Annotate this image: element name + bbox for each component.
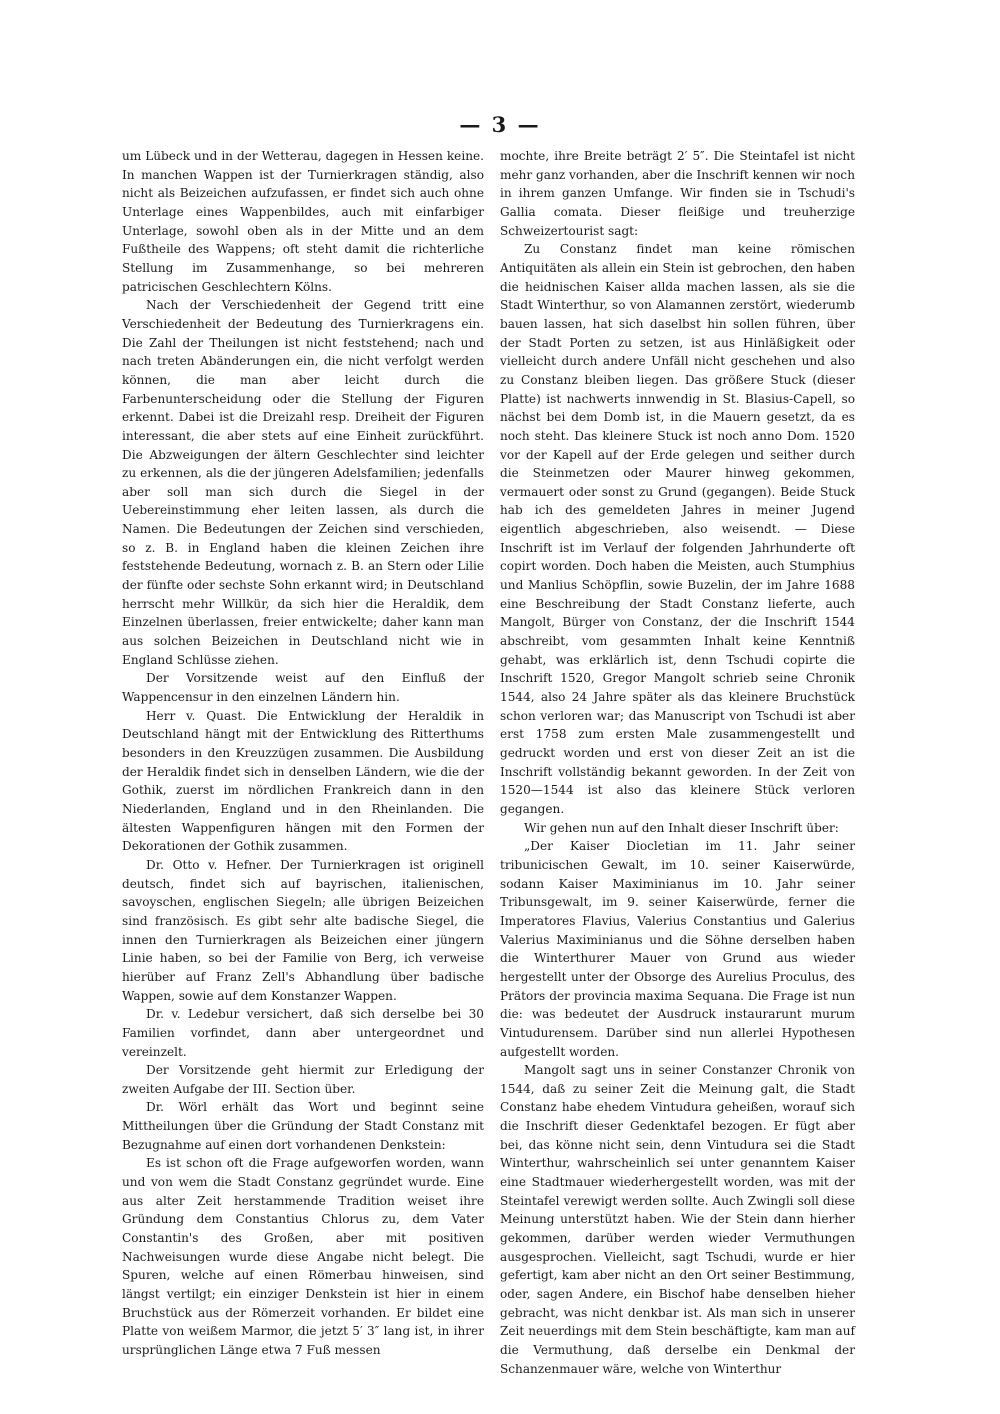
paragraph: Mangolt sagt uns in seiner Constanzer Chronik von 1544, daß zu seiner Zeit die Meinung galt, die Stadt Constanz habe ehedem Vintudura geheißen, worauf sich die Inschrift dieser Gedenktafel bezogen. Er fügt aber bei, das könne nicht sein, denn Vintudura sei die Stadt Winterthur, wahrscheinlich sei unter genanntem Kaiser eine Stadtmauer wiederhergestellt worden, was mit der Steintafel verewigt werden sollte. Auch Zwingli soll diese Meinung unterstützt haben. Wie der Stein dann hierher gekommen, darüber werden wieder Vermuthungen ausgesprochen. Vielleicht, sagt Tschudi, wurde er hier gefertigt, kam aber nicht an den Ort seiner Bestimmung, oder, sagen Andere, ein Bischof habe denselben hieher gebracht, was nicht denkbar ist. Als man sich in unserer Zeit neuerdings mit dem Stein beschäftigte, kam man auf die Vermuthung, daß derselbe ein Denkmal der Schanzenmauer wäre, welche von Winterthur (500, 1063, 855, 1376)
paragraph: Dr. v. Ledebur versichert, daß sich derselbe bei 30 Familien vorfindet, dann aber untergeordnet und vereinzelt. (122, 1007, 484, 1059)
paragraph: Nach der Verschiedenheit der Gegend tritt eine Verschiedenheit der Bedeutung des Turnierkragens ein. Die Zahl der Theilungen ist nicht feststehend; nach und nach treten Abänderungen ein, die nicht verfolgt werden können, die man aber leicht durch die Farbenunterscheidung oder die Stellung der Figuren erkennt. Dabei ist die Dreizahl resp. Dreiheit der Figuren interessant, die aber stets auf eine Einheit zurückführt. Die Abzweigungen der ältern Geschlechter sind leichter zu erkennen, als die der jüngeren Adelsfamilien; jedenfalls aber soll man sich durch die Siegel in der Uebereinstimmung eher leiten lassen, als durch die Namen. Die Bedeutungen der Zeichen sind verschieden, so z. B. in England haben die kleinen Zeichen ihre feststehende Bedeutung, wornach z. B. an Stern oder Lilie der fünfte oder sechste Sohn erkannt wird; in Deutschland herrscht mehr Willkür, da sich hier die Heraldik, dem Einzelnen überlassen, freier entwickelte; daher kann man aus solchen Beizeichen in Deutschland nicht wie in England Schlüsse ziehen. (122, 298, 484, 667)
paragraph: Dr. Wörl erhält das Wort und beginnt seine Mittheilungen über die Gründung der Stadt Constanz mit Bezugnahme auf einen dort vorhandenen Denkstein: (122, 1100, 484, 1152)
paragraph: mochte, ihre Breite beträgt 2′ 5″. Die Steintafel ist nicht mehr ganz vorhanden, aber die Inschrift kennen wir noch in ihrem ganzen Umfange. Wir finden sie in Tschudi's Gallia comata. Dieser fleißige und treuherzige Schweizertourist sagt: (500, 149, 855, 238)
paragraph: Dr. Otto v. Hefner. Der Turnierkragen ist originell deutsch, findet sich auf bayrischen, italienischen, savoyschen, englischen Siegeln; alle übrigen Beizeichen sind französisch. Es gibt sehr alte badische Siegel, die innen den Turnierkragen als Beizeichen einer jüngern Linie haben, so bei der Familie von Berg, ich verweise hierüber auf Franz Zell's Abhandlung über badische Wappen, sowie auf dem Konstanzer Wappen. (122, 857, 484, 1003)
paragraph: Herr v. Quast. Die Entwicklung der Heraldik in Deutschland hängt mit der Entwicklung des Ritterthums besonders in den Kreuzzügen zusammen. Die Ausbildung der Heraldik findet sich in denselben Ländern, wie die der Gothik, zuerst im nördlichen Frankreich dann in den Niederlanden, England und in den Rheinlanden. Die ältesten Wappenfiguren hängen mit den Formen der Dekorationen der Gothik zusammen. (122, 708, 484, 854)
paragraph: Zu Constanz findet man keine römischen Antiquitäten als allein ein Stein ist gebrochen, den haben die heidnischen Kaiser allda machen lassen, als sie die Stadt Winterthur, so von Alamannen zerstört, wiederumb bauen lassen, hat sich daselbst hin sollen führen, über der Stadt Porten zu setzen, ist aus Hinläßigkeit oder vielleicht durch andere Unfäll nicht geschehen und also zu Constanz bleiben liegen. Das größere Stuck (dieser Platte) ist nachwerts innwendig in St. Blasius-Capell, so nächst bei dem Domb ist, in die Mauern gesetzt, da es noch steht. Das kleinere Stuck ist noch anno Dom. 1520 vor der Kapell auf der Erde gelegen und seither durch die Steinmetzen oder Maurer hinweg gekommen, vermauert oder sonst zu Grund (gegangen). Beide Stuck hab ich des gemeldeten Jahres in meiner Jugend eigentlich abgeschrieben, also weisendt. — Diese Inschrift ist im Verlauf der folgenden Jahrhunderte oft copirt worden. Doch haben die Meisten, auch Stumphius und Manlius Schöpflin, sowie Buzelin, der im Jahre 1688 eine Beschreibung der Stadt Constanz lieferte, auch Mangolt, Bürger von Constanz, der die Inschrift 1544 abschreibt, vom gesammten Inhalt keine Kenntniß gehabt, was erklärlich ist, denn Tschudi copirte die Inschrift 1520, Gregor Mangolt schrieb seine Chronik 1544, also 24 Jahre später als das kleinere Bruchstück schon verloren war; das Manuscript von Tschudi ist aber erst 1758 zum ersten Male zusammengestellt und gedruckt worden und erst von dieser Zeit an ist die Inschrift vollständig bekannt geworden. In der Zeit von 1520—1544 ist also das kleinere Stück verloren gegangen. (500, 242, 855, 816)
paragraph: um Lübeck und in der Wetterau, dagegen in Hessen keine. In manchen Wappen ist der Turnierkragen ständig, also nicht als Beizeichen aufzufassen, er findet sich auch ohne Unterlage eines Wappenbildes, auch mit einfarbiger Unterlage, sowohl oben als in der Mitte und an dem Fußtheile des Wappens; oft steht damit die richterliche Stellung im Zusammenhange, so bei mehreren patricischen Geschlechtern Kölns. (122, 149, 484, 294)
paragraph: Es ist schon oft die Frage aufgeworfen worden, wann und von wem die Stadt Constanz gegründet wurde. Eine aus alter Zeit herstammende Tradition weiset ihre Gründung dem Constantius Chlorus zu, dem Vater Constantin's des Großen, aber mit positiven Nachweisungen wurde diese Angabe nicht belegt. Die Spuren, welche auf einen Römerbau hinweisen, sind längst vertilgt; ein einziger Denkstein ist hier in einem Bruchstück aus der Römerzeit vorhanden. Er bildet eine Platte von weißem Marmor, die jetzt 5′ 3″ lang ist, in ihrer ursprünglichen Länge etwa 7 Fuß messen (122, 1156, 484, 1357)
paragraph: „Der Kaiser Diocletian im 11. Jahr seiner tribunicischen Gewalt, im 10. seiner Kaiserwürde, sodann Kaiser Maximinianus im 10. Jahr seiner Tribunsgewalt, im 9. seiner Kaiserwürde, ferner die Imperatores Flavius, Valerius Constantius und Galerius Valerius Maximinianus und die Söhne derselben haben die Winterthurer Mauer von Grund aus wieder hergestellt unter der Obsorge des Aurelius Proculus, des Prätors der provincia maxima Sequana. Die Frage ist nun die: was bedeutet der Ausdruck instaurarunt murum Vintudurensem. Darüber sind nun allerlei Hypothesen aufgestellt worden. (500, 839, 855, 1059)
paragraph: Wir gehen nun auf den Inhalt dieser Inschrift über: (524, 820, 839, 835)
paragraph: Der Vorsitzende weist auf den Einfluß der Wappencensur in den einzelnen Ländern hin. (122, 671, 484, 705)
page-number: — 3 — (459, 112, 541, 137)
right-column (500, 147, 855, 1378)
left-column (122, 147, 484, 1360)
paragraph: Der Vorsitzende geht hiermit zur Erledigung der zweiten Aufgabe der III. Section über. (122, 1063, 484, 1096)
